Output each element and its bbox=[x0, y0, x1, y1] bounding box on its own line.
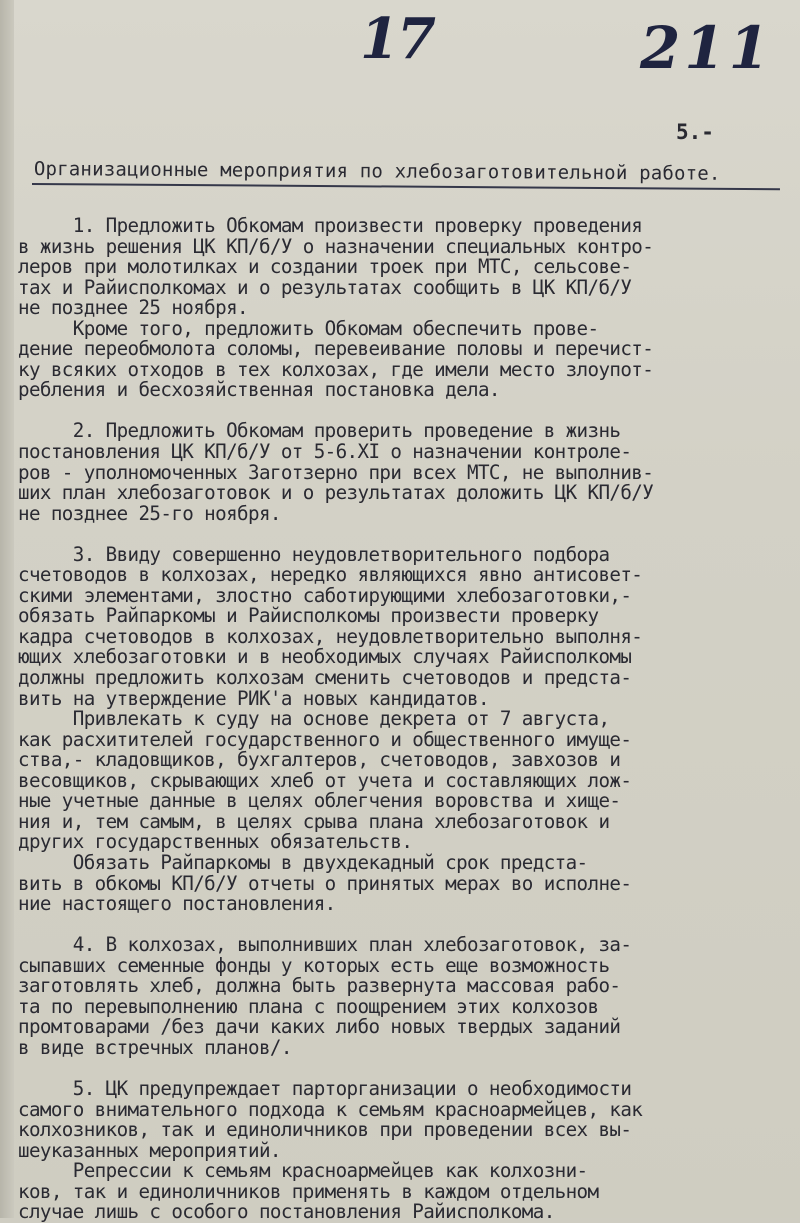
text-line: постановления ЦК КП/б/У от 5-6.XI о назначении контроле- bbox=[18, 440, 632, 464]
paragraph-gap bbox=[18, 915, 793, 936]
text-line: кадра счетоводов в колхозах, неудовлетворительно выполня- bbox=[18, 624, 643, 648]
text-line: 2. Предложить Обкомам проверить проведение в жизнь bbox=[18, 419, 621, 443]
paragraph-gap bbox=[18, 1058, 793, 1079]
text-line: промтоварами /без дачи каких либо новых твердых заданий bbox=[18, 1015, 621, 1039]
text-line: в виде встречных планов/. bbox=[18, 1035, 292, 1059]
text-line: 1. Предложить Обкомам произвести проверку проведения bbox=[18, 214, 643, 237]
paragraph-gap bbox=[18, 524, 793, 545]
text-line: не позднее 25-го ноября. bbox=[18, 501, 281, 525]
handwritten-folio-number: 211 bbox=[640, 14, 774, 82]
handwritten-sheet-number: 17 bbox=[360, 6, 434, 72]
text-line: 5. ЦК предупреждает парторганизации о необходимости bbox=[18, 1076, 632, 1100]
text-line: заготовлять хлеб, должна быть развернута массовая рабо- bbox=[18, 974, 621, 998]
text-line: ния и, тем самым, в целях срыва плана хлебозаготовок и bbox=[18, 809, 610, 833]
text-line: ков, так и единоличников применять в каждом отдельном bbox=[18, 1179, 599, 1203]
text-line: счетоводов в колхозах, нередко являющихся явно антисовет- bbox=[18, 563, 643, 587]
text-line: колхозников, так и единоличников при проведении всех вы- bbox=[18, 1118, 632, 1142]
text-line: как расхитителей государственного и общественного имуще- bbox=[18, 727, 632, 751]
text-line: шеуказанных мероприятий. bbox=[18, 1138, 281, 1162]
text-line: вить в обкомы КП/б/У отчеты о принятых мерах во исполне- bbox=[18, 871, 632, 895]
text-line: ние настоящего постановления. bbox=[18, 892, 336, 916]
section-title: Организационные мероприятия по хлебозаготовительной работе. bbox=[33, 158, 721, 185]
text-line: леров при молотилках и создании троек при МТС, сельсове- bbox=[18, 255, 632, 279]
text-line: ших план хлебозаготовок и о результатах доложить ЦК КП/б/У bbox=[18, 481, 654, 505]
text-line: ребления и бесхозяйственная постановка дела. bbox=[18, 378, 500, 402]
text-line: 4. В колхозах, выполнивших план хлебозаготовок, за- bbox=[18, 933, 632, 957]
page-number: 5.- bbox=[676, 120, 714, 144]
text-line: должны предложить колхозам сменить счетоводов и предста- bbox=[18, 666, 632, 690]
text-line: 3. Ввиду совершенно неудовлетворительного подбора bbox=[18, 542, 610, 566]
text-line: обязать Райпаркомы и Райисполкомы произвести проверку bbox=[18, 604, 599, 628]
document-body bbox=[18, 216, 793, 1223]
text-line: ров - уполномоченных Заготзерно при всех МТС, не выполнив- bbox=[18, 460, 654, 484]
text-line: вить на утверждение РИК'а новых кандидатов. bbox=[18, 686, 489, 710]
text-line: других государственных обязательств. bbox=[18, 830, 413, 854]
text-line: сыпавших семенные фонды у которых есть еще возможность bbox=[18, 953, 610, 977]
text-line: случае лишь с особого постановления Райисполкома. bbox=[18, 1200, 555, 1223]
text-line: Кроме того, предложить Обкомам обеспечить прове- bbox=[18, 316, 599, 340]
text-line: ства,- кладовщиков, бухгалтеров, счетоводов, завхозов и bbox=[18, 748, 621, 772]
text-line: весовщиков, скрывающих хлеб от учета и составляющих лож- bbox=[18, 768, 632, 792]
text-line: Обязать Райпаркомы в двухдекадный срок предста- bbox=[18, 850, 588, 874]
text-line: Привлекать к суду на основе декрета от 7 августа, bbox=[18, 707, 610, 731]
text-line: ные учетные данные в целях облегчения воровства и хище- bbox=[18, 789, 621, 813]
text-line: в жизнь решения ЦК КП/б/У о назначении специальных контро- bbox=[18, 234, 654, 258]
text-line: тах и Райисполкомах и о результатах сообщить в ЦК КП/б/У bbox=[18, 275, 632, 299]
text-line: та по перевыполнению плана с поощрением этих колхозов bbox=[18, 994, 599, 1018]
paragraph-gap bbox=[18, 401, 793, 422]
text-line: ку всяких отходов в тех колхозах, где имели место злоупот- bbox=[18, 357, 654, 381]
text-line: дение переобмолота соломы, перевеивание половы и перечист- bbox=[18, 337, 654, 361]
page-edge-shadow bbox=[0, 0, 14, 1218]
text-line: самого внимательного подхода к семьям красноармейцев, как bbox=[18, 1097, 643, 1121]
text-line: скими элементами, злостно саботирующими хлебозаготовки,- bbox=[18, 583, 632, 607]
text-line: не позднее 25 ноября. bbox=[18, 296, 248, 320]
text-line: ющих хлебозаготовки и в необходимых случаях Райисполкомы bbox=[18, 645, 632, 669]
text-line: Репрессии к семьям красноармейцев как колхозни- bbox=[18, 1159, 588, 1183]
